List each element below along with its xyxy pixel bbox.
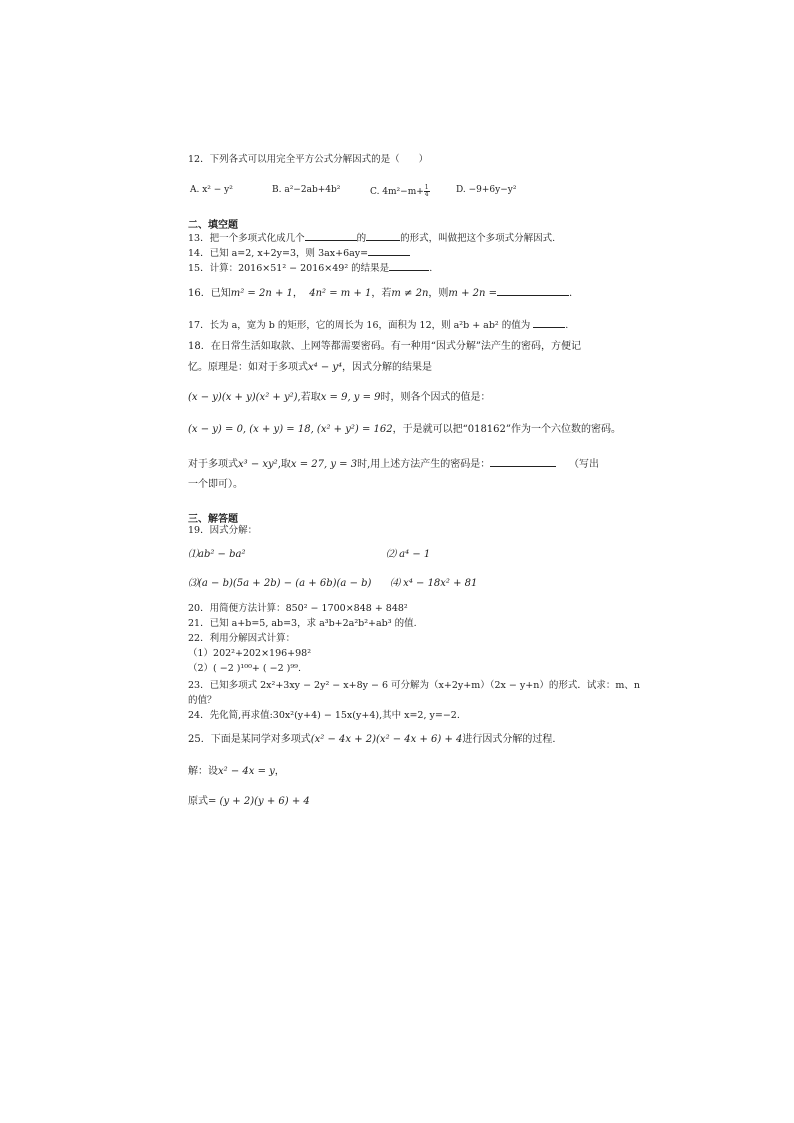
- q12-option-c-fraction: $\frac{1}{4}$: [424, 184, 429, 198]
- q16: 16．已知m² = 2n + 1， 4n² = m + 1，若m ≠ 2n，则m + 2n = .: [188, 288, 573, 299]
- q13-blank-1: [305, 231, 357, 241]
- q18-line-3: (x − y)(x + y)(x² + y²),若取x = 9, y = 9时，则各个因式的值是：: [188, 392, 491, 403]
- section-3-title: 三、解答题: [188, 514, 238, 525]
- q13-blank-2: [366, 231, 400, 241]
- q17: 17．长为 a，宽为 b 的矩形，它的周长为 16，面积为 12，则 a²b + ab² 的值为 .: [188, 320, 569, 331]
- q12-option-c: C. 4m²−m+ $\frac{1}{4}$: [370, 184, 429, 198]
- q24: 24．先化简,再求值:30x²(y+4) − 15x(y+4),其中 x=2, y=−2.: [188, 710, 460, 721]
- q19-stem: 19．因式分解：: [188, 525, 258, 536]
- q18-blank: [490, 457, 556, 467]
- q14: 14．已知 a=2, x+2y=3，则 3ax+6ay=: [188, 246, 410, 260]
- q12-option-b: B. a²−2ab+4b²: [272, 185, 341, 195]
- q23-line-1: 23．已知多项式 2x²+3xy − 2y² − x+8y − 6 可分解为（x+2y+m）（2x − y+n）的形式．试求：m、n: [188, 680, 640, 691]
- q22-part-2: （2）( −2 )¹⁰⁰+ ( −2 )⁹⁹.: [188, 663, 301, 674]
- q22-part-1: （1）202²+202×196+98²: [188, 648, 312, 659]
- q19-part-2: ⑵ a⁴ − 1: [386, 549, 431, 560]
- solution-line-2: 原式= (y + 2)(y + 6) + 4: [188, 796, 310, 807]
- q18-line-6: 一个即可）。: [188, 479, 243, 490]
- q15: 15．计算：2016×51² − 2016×49² 的结果是 .: [188, 263, 433, 274]
- q12-option-a: A. x² − y²: [190, 185, 233, 195]
- solution-line-1: 解：设x² − 4x = y，: [188, 766, 285, 777]
- q14-blank: [368, 246, 410, 256]
- q19-part-4: ⑷ x⁴ − 18x² + 81: [390, 578, 478, 589]
- q12-stem: 12．下列各式可以用完全平方公式分解因式的是（ ）: [188, 154, 429, 165]
- q18-line-2: 忆。原理是：如对于多项式x⁴ − y⁴，因式分解的结果是: [188, 362, 433, 373]
- q23-line-2: 的值？: [188, 695, 217, 706]
- q15-blank: [389, 261, 429, 271]
- section-2-title: 二、填空题: [188, 220, 238, 231]
- q20: 20．用简便方法计算：850² − 1700×848 + 848²: [188, 603, 408, 614]
- q18-line-1: 18．在日常生活如取款、上网等都需要密码。有一种用“因式分解”法产生的密码，方便记: [188, 341, 581, 352]
- q22-stem: 22．利用分解因式计算：: [188, 633, 296, 644]
- q16-blank: [497, 286, 569, 296]
- q18-line-5: 对于多项式x³ − xy²,取x = 27, y = 3时,用上述方法产生的密码是： （写出: [188, 459, 599, 470]
- q19-part-3: ⑶(a − b)(5a + 2b) − (a + 6b)(a − b): [188, 578, 372, 589]
- q25: 25．下面是某同学对多项式(x² − 4x + 2)(x² − 4x + 6) + 4进行因式分解的过程．: [188, 734, 563, 745]
- q13: 13．把一个多项式化成几个 的 的形式，叫做把这个多项式分解因式.: [188, 233, 556, 244]
- q12-option-d: D. −9+6y−y²: [456, 185, 517, 195]
- q17-blank: [533, 318, 565, 328]
- q21: 21．已知 a+b=5, ab=3，求 a³b+2a²b²+ab³ 的值.: [188, 618, 417, 629]
- q19-part-1: ⑴ab² − ba²: [188, 549, 246, 560]
- q18-line-4: (x − y) = 0, (x + y) = 18, (x² + y²) = 162，于是就可以把“018162”作为一个六位数的密码。: [188, 424, 622, 435]
